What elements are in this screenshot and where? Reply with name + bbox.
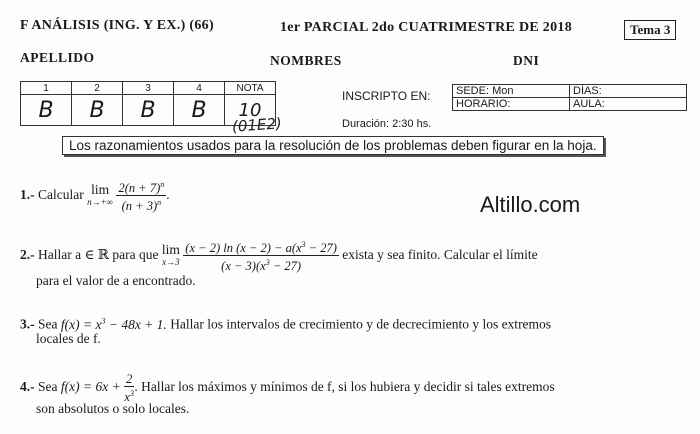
problem-1-number: 1.-: [20, 186, 35, 202]
sede-cell: SEDE: Mon: [453, 85, 570, 98]
exam-title: 1er PARCIAL 2do CUATRIMESTRE DE 2018: [280, 20, 572, 35]
duracion-label: Duración: 2:30 hs.: [342, 118, 432, 130]
fraction-2: $\frac{(x - 2) \ln (x - 2) - a(x^3 - 27)}{(x - 3)(x^3 - 27)}$: [185, 240, 337, 274]
grade-mark-1: B: [21, 95, 72, 126]
info-table: [452, 84, 687, 111]
problem-3-number: 3.-: [20, 316, 35, 332]
function-4: f(x) = 6x +: [60, 379, 125, 395]
limit-2: lim x→3: [161, 241, 180, 267]
fraction-4: $\frac{2}{x^3}$: [124, 372, 134, 405]
grade-mark-nota: 10: [225, 95, 276, 126]
grade-mark-2: B: [72, 95, 123, 126]
aula-cell: AULA:: [570, 98, 687, 111]
problem-4-line-1: . Hallar los máximos y mínimos de f, si los hubiera y decidir si tales extremos: [134, 379, 555, 395]
dias-cell: DÍAS:: [570, 85, 687, 98]
grade-header-2: 2: [72, 82, 123, 95]
grade-mark-4: B: [174, 95, 225, 126]
inscripto-label: INSCRIPTO EN:: [342, 89, 431, 103]
tema-badge: Tema 3: [624, 20, 676, 40]
grade-header-1: 1: [21, 82, 72, 95]
nota-annotation: (01E2): [231, 114, 283, 136]
problem-3-line-1: Hallar los intervalos de crecimiento y de decrecimiento y los extremos: [170, 316, 552, 332]
dni-label: DNI: [513, 53, 540, 68]
horario-cell: HORARIO:: [453, 98, 570, 111]
nombres-label: NOMBRES: [270, 53, 342, 68]
instructions-notice: Los razonamientos usados para la resolución de los problemas deben figurar en la hoja.: [62, 136, 604, 155]
problem-4-number: 4.-: [20, 379, 35, 395]
problem-3-line-2: locales de f.: [36, 331, 101, 346]
problem-2-number: 2.-: [20, 246, 35, 262]
watermark: Altillo.com: [480, 192, 581, 217]
problem-4-line-2: son absolutos o solo locales.: [36, 401, 190, 416]
problem-2-text-a: Hallar a ∈ ℝ para que: [38, 246, 159, 262]
grade-header-nota: NOTA: [225, 82, 276, 95]
problem-1-text: Calcular: [38, 186, 84, 202]
apellido-label: APELLIDO: [20, 50, 95, 65]
grade-header-3: 3: [123, 82, 174, 95]
problem-2: [20, 238, 538, 273]
grade-header-4: 4: [174, 82, 225, 95]
problem-1: 1.- Calcular lim n→+∞ $\frac{2(n + 7)^n}{(n + 3)^n}$ .: [20, 180, 170, 214]
limit-1: lim n→+∞: [87, 181, 114, 207]
grade-mark-3: B: [123, 95, 174, 126]
subject-title: F ANÁLISIS (ING. Y EX.) (66): [20, 18, 214, 33]
problem-2-text-b: exista y sea finito. Calcular el límite: [342, 246, 538, 262]
problem-4: 4.- Sea f(x) = 6x + $\frac{2}{x^3}$ . Hallar los máximos y mínimos de f, si los hubiera y decidir si tales extremos: [20, 372, 555, 405]
problem-3: 3.- Sea $f(x) = x^3 - 48x + 1$. Hallar los intervalos de crecimiento y de decrecimiento y los extremos: [20, 316, 552, 332]
fraction-1: $\frac{2(n + 7)^n}{(n + 3)^n}$: [118, 180, 165, 214]
function-3: $f(x) = x^3 - 48x + 1$.: [60, 316, 167, 332]
problem-2-line-2: para el valor de a encontrado.: [36, 273, 196, 288]
